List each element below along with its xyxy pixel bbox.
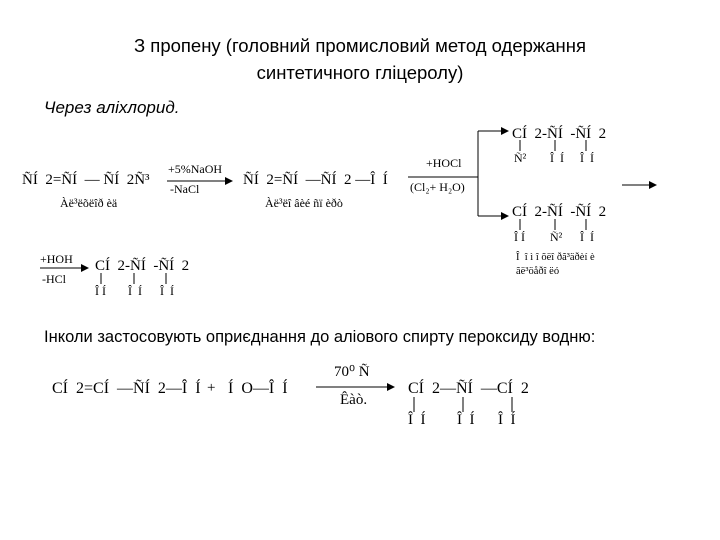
upper-sub-1: Ñ² — [514, 151, 527, 165]
hocl-condition: +HOCl — [426, 156, 462, 170]
catalyst-condition: Êàò. — [340, 392, 368, 408]
plus-sign: + — [207, 380, 216, 396]
glycerol-chain: CÍ 2-ÑÍ -ÑÍ 2 — [95, 258, 190, 274]
slide-title-line-1: З пропену (головний промисловий метод одержання — [133, 35, 587, 56]
glycerol-sub-2: Î Í — [128, 284, 142, 298]
upper-sub-2: Î Í — [550, 151, 564, 165]
upper-product-chain: CÍ 2-ÑÍ -ÑÍ 2 — [512, 126, 607, 142]
upper-sub-3: Î Í — [580, 151, 594, 165]
peroxide-note: Інколи застосовують оприєднання до аліового спирту пероксиду водню: — [44, 328, 596, 346]
lower-sub-3: Î Í — [580, 230, 594, 244]
propene-name: Àë³ëõëîð èä — [60, 196, 118, 210]
glycerol-product-chain: CÍ 2—ÑÍ —CÍ 2 — [408, 380, 529, 397]
hcl-condition: -HCl — [42, 272, 66, 286]
propene-formula: ÑÍ 2=ÑÍ — ÑÍ 2Ñ³ — [22, 172, 150, 188]
product-sub-3: Î Í — [498, 412, 516, 428]
naoh-condition: +5%NaOH — [168, 162, 223, 176]
allyl-alcohol-name: Àë³ëî âèé ñï èðò — [265, 196, 343, 210]
hoh-condition: +HOH — [40, 252, 73, 266]
glycerol-sub-1: Î Í — [95, 284, 106, 298]
section-subtitle: Через аліхлорид. — [44, 98, 180, 117]
lower-product-name-1: Î î ì î õëî ðã³äðèí è — [516, 252, 595, 263]
cl2-water-condition: (Cl₂+ H₂O) — [410, 180, 465, 194]
allyl-alcohol-formula: ÑÍ 2=ÑÍ —ÑÍ 2 —Î Í — [243, 172, 388, 188]
nacl-condition: -NaCl — [170, 182, 200, 196]
product-sub-1: Î Í — [408, 412, 426, 428]
lower-sub-2: Ñ² — [550, 230, 563, 244]
upper-product-bonds — [520, 140, 586, 151]
temperature-condition: 70⁰ Ñ — [334, 364, 370, 380]
lower-product-name-2: ãë³öåðî ëó — [516, 266, 560, 277]
lower-product-bonds — [520, 219, 586, 230]
lower-sub-1: Î Í — [514, 230, 525, 244]
glycerol-bonds — [101, 273, 166, 284]
product-bonds — [414, 397, 512, 412]
lower-product-chain: CÍ 2-ÑÍ -ÑÍ 2 — [512, 204, 607, 220]
glycerol-sub-3: Î Í — [160, 284, 174, 298]
slide-title-line-2: синтетичного гліцеролу) — [256, 62, 464, 83]
allyl-alcohol-reactant: CÍ 2=CÍ —ÑÍ 2—Î Í — [52, 380, 201, 397]
hydrogen-peroxide: Í O—Î Í — [228, 380, 288, 397]
product-sub-2: Î Í — [457, 412, 475, 428]
